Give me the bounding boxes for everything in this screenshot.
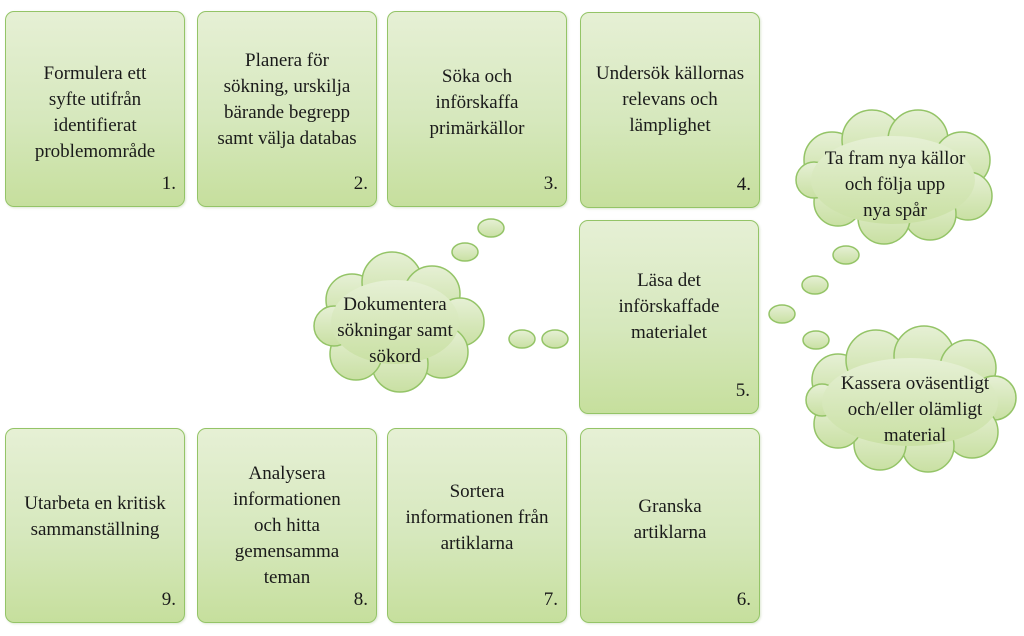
step-5-number: 5. (735, 380, 750, 401)
bubbles-new-sources (769, 246, 859, 323)
step-9-number: 9. (161, 589, 176, 610)
thought-document-text: Dokumentera sökningar samt sökord (337, 294, 453, 367)
step-9-text: Utarbeta en kritisk sammanställning (24, 493, 166, 540)
step-6-number: 6. (736, 589, 751, 610)
step-8-number: 8. (353, 589, 368, 610)
thought-new-sources-text: Ta fram nya källor och följa upp nya spår (824, 148, 966, 221)
step-1-text: Formulera ett syfte utifrån identifierat problemområde (34, 63, 156, 162)
step-7-text: Sortera informationen från artiklarna (405, 481, 549, 554)
step-4-number: 4. (736, 174, 751, 195)
step-2-number: 2. (353, 173, 368, 194)
thought-discard-text: Kassera oväsentligt och/eller olämligt material (840, 373, 990, 446)
step-5-text: Läsa det införskaffade materialet (618, 270, 720, 343)
step-3-number: 3. (543, 173, 558, 194)
step-6-text: Granska artiklarna (633, 496, 707, 543)
step-4-text: Undersök källornas relevans och lämplighet (595, 63, 745, 136)
bubbles-discard (803, 331, 829, 349)
step-1-number: 1. (161, 173, 176, 194)
step-7-number: 7. (543, 589, 558, 610)
step-3-text: Söka och införskaffa primärkällor (429, 66, 525, 139)
step-2-text: Planera för sökning, urskilja bärande begrepp samt välja databas (217, 50, 357, 149)
step-8-text: Analysera informationen och hitta gemensamma teman (233, 463, 341, 588)
